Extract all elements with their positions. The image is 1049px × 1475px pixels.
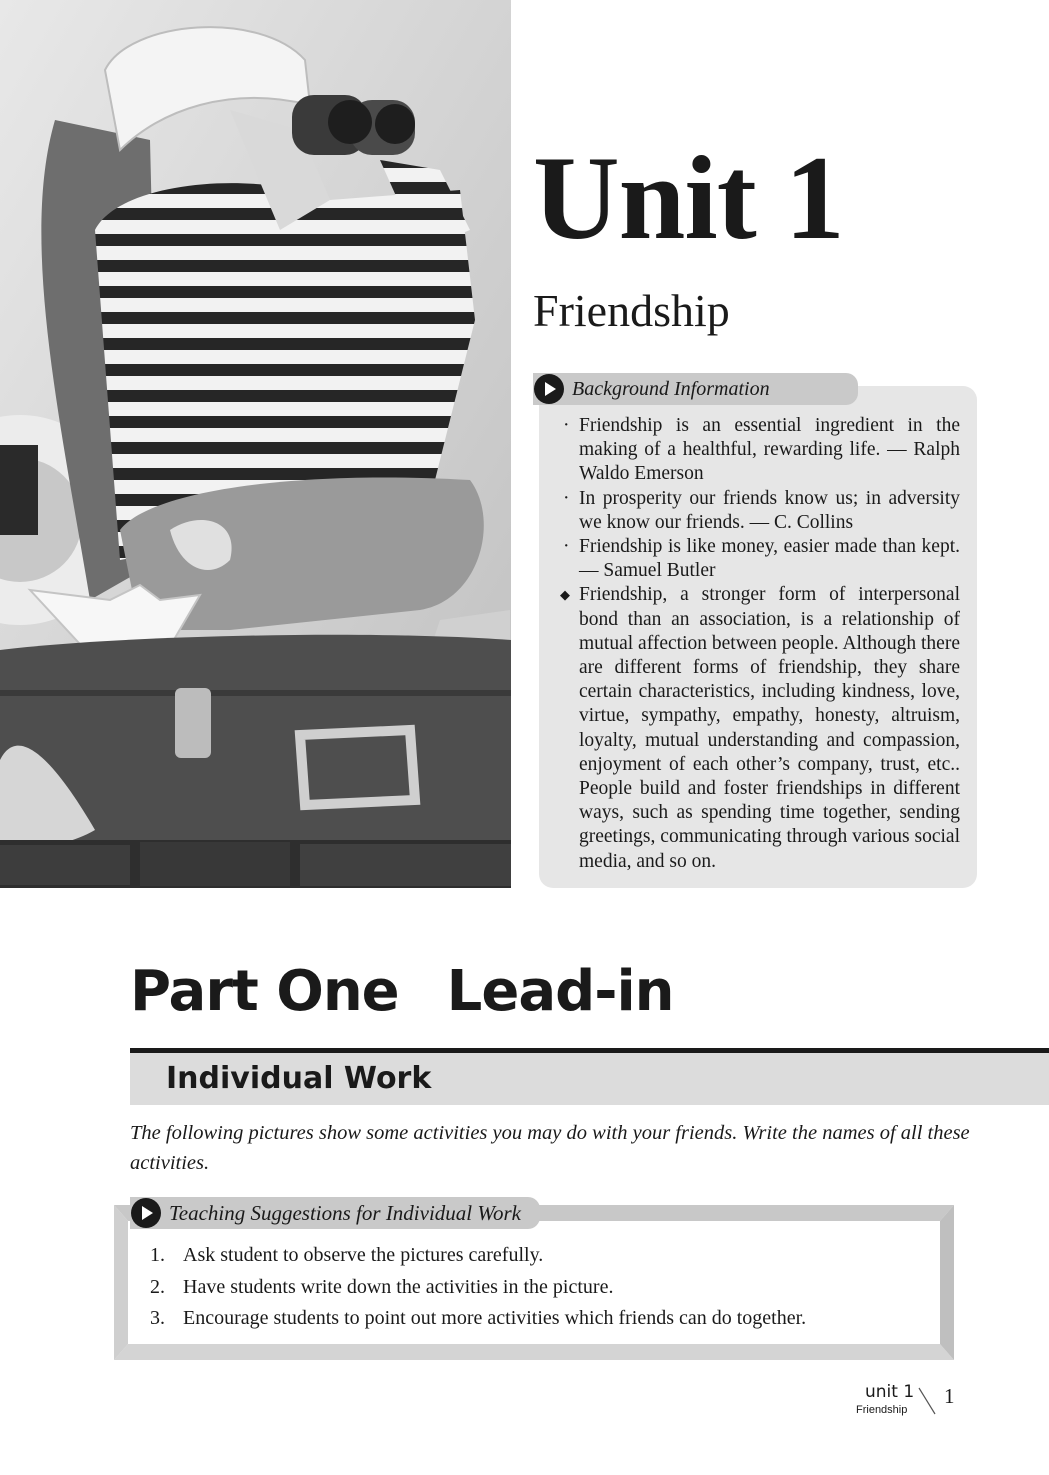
list-item-text: Have students write down the activities in the picture. [183,1275,614,1298]
list-item-text: Friendship is an essential ingredient in the making of a healthful, rewarding life. — Ralph Waldo Emerson [579,415,960,485]
footer-divider-icon [918,1386,936,1416]
section-header-bar [130,1048,1049,1105]
list-item [560,487,960,535]
list-item [560,583,960,873]
unit-subtitle: Friendship [533,285,730,336]
page-footer [852,1382,972,1422]
diamond-bullet-icon: ◆ [560,587,570,603]
list-item-text: Friendship is like money, easier made than kept. — Samuel Butler [579,536,960,582]
list-item-number: 2. [150,1275,165,1298]
section-title: Individual Work [166,1061,432,1096]
play-icon [534,374,564,404]
footer-unit-label: unit 1 [865,1382,915,1402]
part-label: Part One [130,959,399,1024]
list-item [150,1272,930,1304]
list-item-text: Friendship, a stronger form of interpersonal bond than an association, is a relationship of mutual affection between people. Although there are different forms of friendship, they share certain characteristics, including kindness, love, virtue, sympathy, empathy, honesty, altruism, loyalty, mutual understanding and compassion, enjoyment of each other’s company, trust, etc.. People build and foster friendships in different ways, such as spending time together, sending greetings, communicating through various social media, and so on. [579,584,960,872]
list-item-text: In prosperity our friends know us; in adversity we know our friends. — C. Collins [579,487,960,533]
teaching-suggestions-label: Teaching Suggestions for Individual Work [169,1200,521,1225]
unit-title: Unit 1 [533,131,844,264]
list-item-text: Encourage students to point out more activities which friends can do together. [183,1307,807,1329]
list-item-text: Ask student to observe the pictures carefully. [183,1244,544,1266]
list-item [150,1240,930,1272]
footer-subtitle: Friendship [856,1404,908,1416]
unit-cover-photo [0,0,511,888]
page-number: 1 [944,1384,955,1408]
background-info-list [560,414,960,874]
play-icon [131,1198,161,1228]
bullet-dot: · [563,487,570,509]
teaching-suggestions-tab [130,1197,540,1229]
section-instructions: The following pictures show some activities you may do with your friends. Write the names of all these activities. [130,1122,970,1174]
background-info-tab [533,373,858,405]
list-item [150,1303,930,1335]
part-name: Lead-in [446,959,674,1024]
teaching-suggestions-list [150,1240,930,1335]
bullet-dot: · [563,415,570,436]
background-info-label: Background Information [572,377,770,400]
list-item-number: 3. [150,1307,165,1329]
list-item [560,535,960,583]
list-item [560,414,960,487]
bullet-dot: · [563,536,570,558]
list-item-number: 1. [150,1244,165,1266]
part-title [130,958,674,1025]
